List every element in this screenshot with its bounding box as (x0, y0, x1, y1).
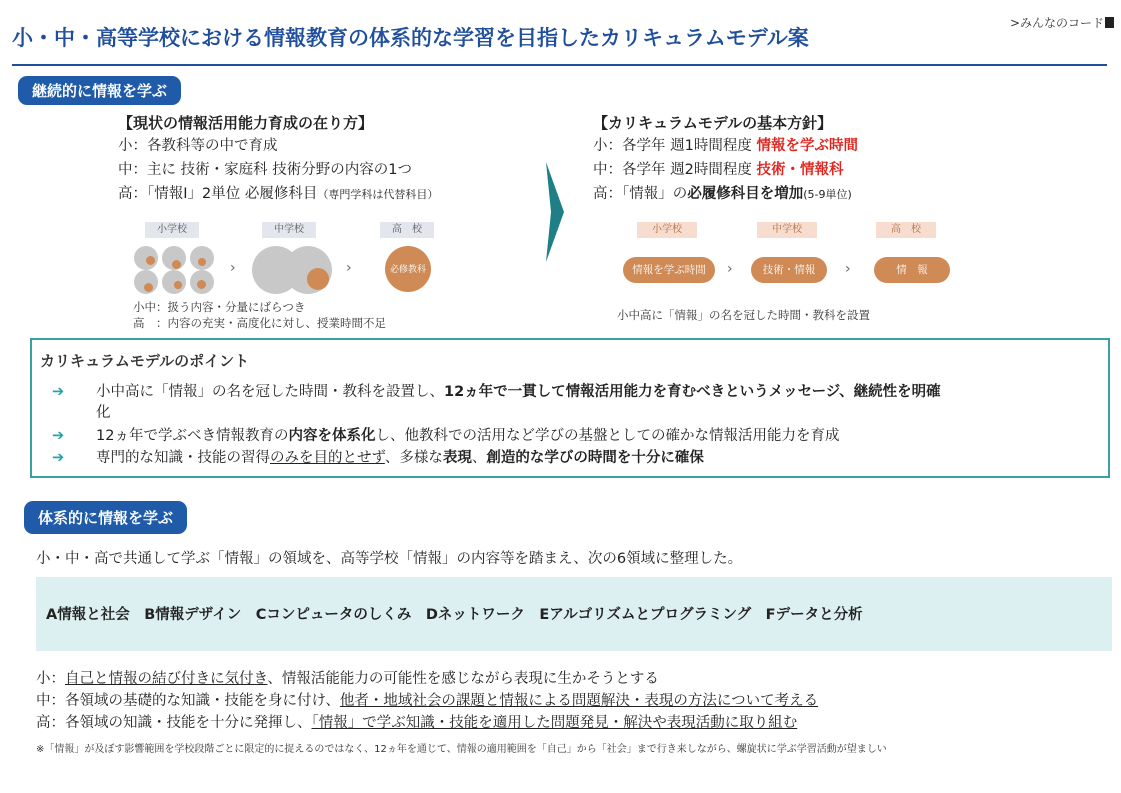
current-line-junior: 中：主に 技術・家庭科 技術分野の内容の1つ (118, 162, 412, 178)
policy-pill-junior: 技術・情報 (751, 257, 827, 283)
policy-line-elementary (593, 134, 858, 158)
policy-line-junior (593, 158, 843, 182)
section-label-continuous: 継続的に情報を学ぶ (18, 76, 181, 105)
dot (197, 280, 206, 289)
policy-pill-elementary: 情報を学ぶ時間 (623, 257, 715, 283)
section-label-systematic: 体系的に情報を学ぶ (24, 501, 187, 534)
chevron-right-icon: › (727, 261, 733, 277)
policy-label-elementary: 小学校 (637, 222, 697, 238)
policy-caption: 小中高に「情報」の名を冠した時間・教科を設置 (617, 308, 870, 322)
point-item (52, 448, 704, 469)
point-2-bold: 内容を体系化 (288, 428, 376, 444)
footnote: ※「情報」が及ぼす影響範囲を学校段階ごとに限定的に捉えるのではなく、12ヵ年を通じて、情報の適用範囲を「自己」から「社会」まで行き来しながら、螺旋状に学ぶ学習活動が望ましい (36, 744, 887, 755)
arrow-right-icon: ➔ (52, 450, 65, 466)
point-3-bold-1: 表現 (442, 450, 472, 466)
dot (307, 268, 329, 290)
dot (198, 258, 206, 266)
section2-intro: 小・中・高で共通して学ぶ「情報」の領域を、高等学校「情報」の内容等を踏まえ、次の6領域に整理した。 (36, 551, 743, 567)
domains-band (36, 577, 1112, 651)
point-1-bold: 12ヵ年で一貫して情報活用能力を育むべきというメッセージ、継続性を明確 (444, 384, 941, 400)
policy-line-elementary-text: 小：各学年 週1時間程度 (593, 138, 757, 154)
brand-logo-mark (1105, 17, 1114, 28)
dot (146, 256, 155, 265)
policy-line-high-note: (5-9単位) (803, 188, 852, 201)
point-1-text: 小中高に「情報」の名を冠した時間・教科を設置し、 (96, 384, 444, 400)
page-title: 小・中・高等学校における情報教育の体系的な学習を目指したカリキュラムモデル案 (12, 26, 809, 50)
goal-high-prefix: 高：各領域の知識・技能を十分に発揮し、 (36, 715, 312, 731)
high-circle-label: 必修教科 (389, 265, 426, 275)
current-caption-1: 小中：扱う内容・分量にばらつき (133, 300, 306, 314)
policy-pill-high: 情 報 (874, 257, 950, 283)
chevron-right-icon: › (346, 260, 352, 276)
dot (174, 281, 182, 289)
chevron-right-icon: › (230, 260, 236, 276)
chevron-right-icon: › (845, 261, 851, 277)
current-line-high-note: （専門学科は代替科目） (317, 188, 439, 201)
brand-logo-text: >みんなのコード (1010, 16, 1105, 30)
big-arrow-right-icon (546, 162, 566, 262)
brand-logo (1010, 14, 1114, 31)
goal-junior-prefix: 中：各領域の基礎的な知識・技能を身に付け、 (36, 693, 340, 709)
goal-elementary-underline: 自己と情報の結び付きに気付き (65, 671, 268, 687)
point-3-text: 専門的な知識・技能の習得 (96, 450, 270, 466)
goal-elementary-prefix: 小： (36, 671, 65, 687)
policy-line-junior-text: 中：各学年 週2時間程度 (593, 162, 757, 178)
policy-label-high: 高 校 (876, 222, 936, 238)
point-2-text: 12ヵ年で学ぶべき情報教育の (96, 428, 289, 444)
goal-elementary-post: 、情報活能能力の可能性を感じながら表現に生かそうとする (267, 671, 659, 687)
point-3-bold-2: 創造的な学びの時間を十分に確保 (486, 450, 704, 466)
goal-elementary (36, 667, 659, 691)
dot (144, 283, 153, 292)
current-line-high (118, 182, 438, 207)
label-junior: 中学校 (262, 222, 316, 238)
points-box (30, 338, 1110, 478)
policy-line-high-text: 高：「情報」の (593, 186, 688, 202)
point-1-continued: 化 (96, 405, 111, 421)
current-line-elementary: 小：各教科等の中で育成 (118, 138, 278, 154)
policy-line-junior-emphasis: 技術・情報科 (756, 162, 844, 178)
point-3-mid-2: 、 (471, 450, 487, 466)
points-title: カリキュラムモデルのポイント (40, 352, 250, 370)
arrow-right-icon: ➔ (52, 384, 65, 400)
current-line-high-text: 高：「情報Ⅰ」2単位 必履修科目 (118, 186, 318, 202)
point-item (52, 426, 839, 447)
dot (172, 260, 181, 269)
policy-heading: 【カリキュラムモデルの基本方針】 (593, 114, 833, 132)
goal-high-underline: 「情報」で学ぶ知識・技能を適用した問題発見・解決や表現活動に取り組む (311, 715, 798, 731)
policy-line-high-bold: 必履修科目を増加 (687, 186, 804, 202)
label-high: 高 校 (380, 222, 434, 238)
current-heading: 【現状の情報活用能力育成の在り方】 (118, 114, 374, 132)
goal-junior-underline: 他者・地域社会の課題と情報による問題解決・表現の方法について考える (339, 693, 819, 709)
point-item (52, 382, 1102, 424)
policy-line-high (593, 182, 852, 207)
point-3-underline: のみを目的とせず (270, 450, 385, 466)
point-3-mid: 、多様な (384, 450, 443, 466)
title-underline (12, 64, 1107, 66)
goal-high (36, 711, 797, 735)
arrow-right-icon: ➔ (52, 428, 65, 444)
domains-list: A情報と社会 B情報デザイン Cコンピュータのしくみ Dネットワーク Eアルゴリズムとプログラミング Fデータと分析 (46, 607, 863, 623)
goal-junior (36, 689, 818, 713)
point-2-post: し、他教科での活用など学びの基盤としての確かな情報活用能力を育成 (375, 428, 840, 444)
policy-label-junior: 中学校 (757, 222, 817, 238)
policy-line-elementary-emphasis: 情報を学ぶ時間 (756, 138, 858, 154)
label-elementary: 小学校 (145, 222, 199, 238)
current-caption-2: 高 ：内容の充実・高度化に対し、授業時間不足 (133, 316, 386, 330)
